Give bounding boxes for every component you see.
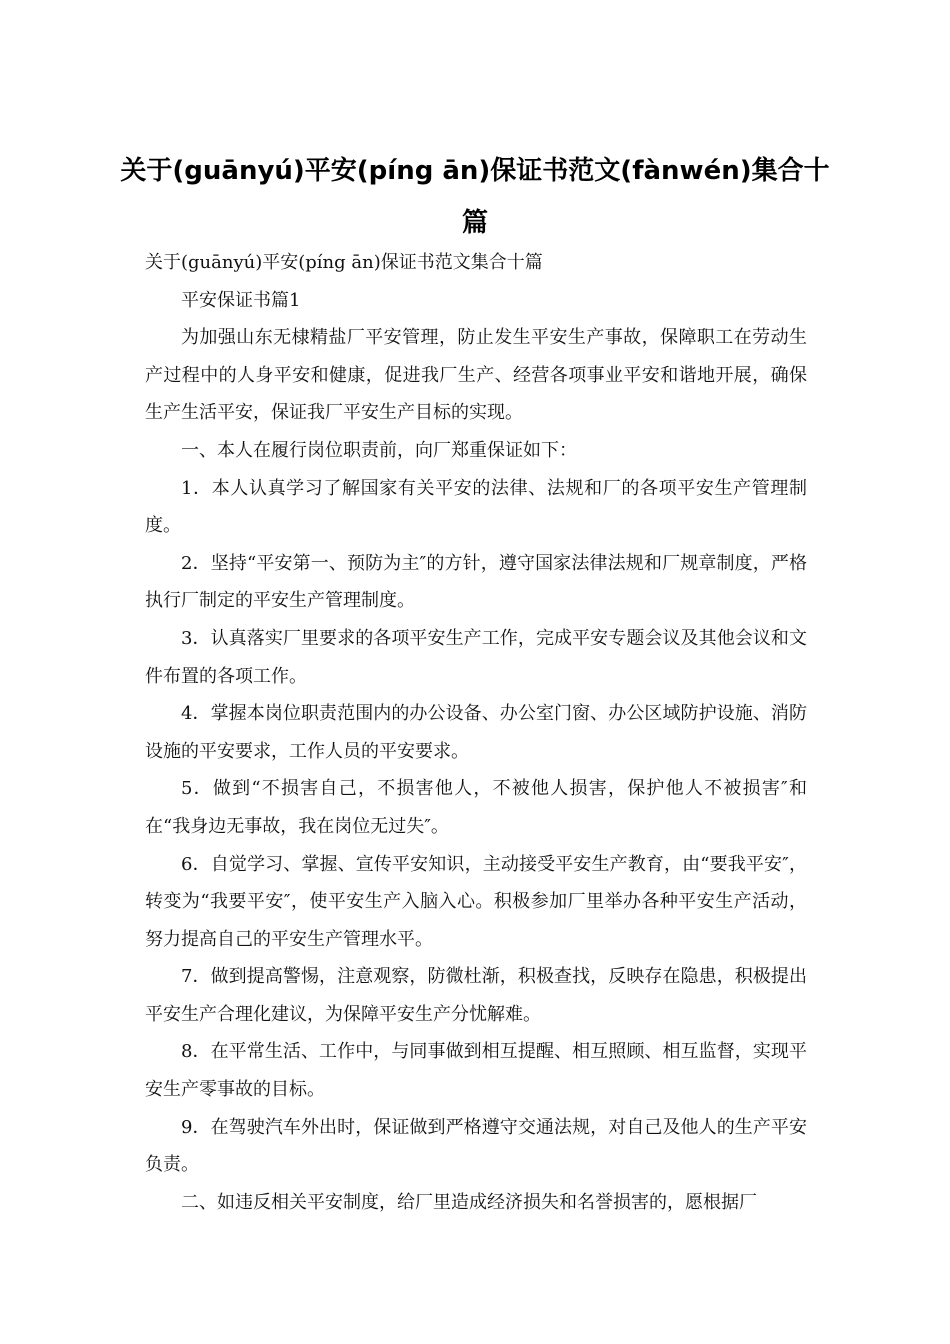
paragraph-item-7: 7．做到提高警惕，注意观察，防微杜渐，积极查找，反映存在隐患，积极提出平安生产合理化建议，为保障平安生产分忧解难。: [145, 966, 807, 1025]
document-body: [145, 244, 807, 1221]
paragraph-item-2: 2．坚持“平安第一、预防为主″的方针，遵守国家法律法规和厂规章制度，严格执行厂制定的平安生产管理制度。: [145, 552, 807, 612]
paragraph-item-9: 9．在驾驶汽车外出时，保证做到严格遵守交通法规，对自己及他人的生产平安负责。: [145, 1116, 807, 1176]
paragraph-item-4: 4．掌握本岗位职责范围内的办公设备、办公室门窗、办公区域防护设施、消防设施的平安要求，工作人员的平安要求。: [145, 703, 807, 762]
paragraph-item-3: 3．认真落实厂里要求的各项平安生产工作，完成平安专题会议及其他会议和文件布置的各项工作。: [145, 627, 807, 687]
paragraph-item-8: 8．在平常生活、工作中，与同事做到相互提醒、相互照顾、相互监督，实现平安生产零事故的目标。: [145, 1041, 807, 1101]
section-heading: 平安保证书篇1: [181, 289, 301, 311]
paragraph-violation-clause: 二、如违反相关平安制度，给厂里造成经济损失和名誉损害的，愿根据厂: [181, 1191, 757, 1213]
paragraph-item-1: 1．本人认真学习了解国家有关平安的法律、法规和厂的各项平安生产管理制度。: [145, 477, 807, 537]
paragraph-intro: 为加强山东无棣精盐厂平安管理，防止发生平安生产事故，保障职工在劳动生产过程中的人身平安和健康，促进我厂生产、经营各项事业平安和谐地开展，确保生产生活平安，保证我厂平安生产目标的实现。: [145, 327, 807, 424]
paragraph-pledge-heading: 一、本人在履行岗位职责前，向厂郑重保证如下：: [181, 439, 577, 461]
document-subtitle: 关于(guānyú)平安(píng ān)保证书范文集合十篇: [145, 252, 543, 273]
paragraph-item-5: 5．做到“不损害自己，不损害他人，不被他人损害，保护他人不被损害″和在“我身边无事故，我在岗位无过失″。: [145, 778, 807, 837]
paragraph-item-6: 6．自觉学习、掌握、宣传平安知识，主动接受平安生产教育，由“要我平安″，转变为“我要平安″，使平安生产入脑入心。积极参加厂里举办各种平安生产活动，努力提高自己的平安生产管理水平。: [145, 853, 807, 950]
document-title: 关于(guānyú)平安(píng ān)保证书范文(fànwén)集合十篇: [120, 156, 830, 238]
